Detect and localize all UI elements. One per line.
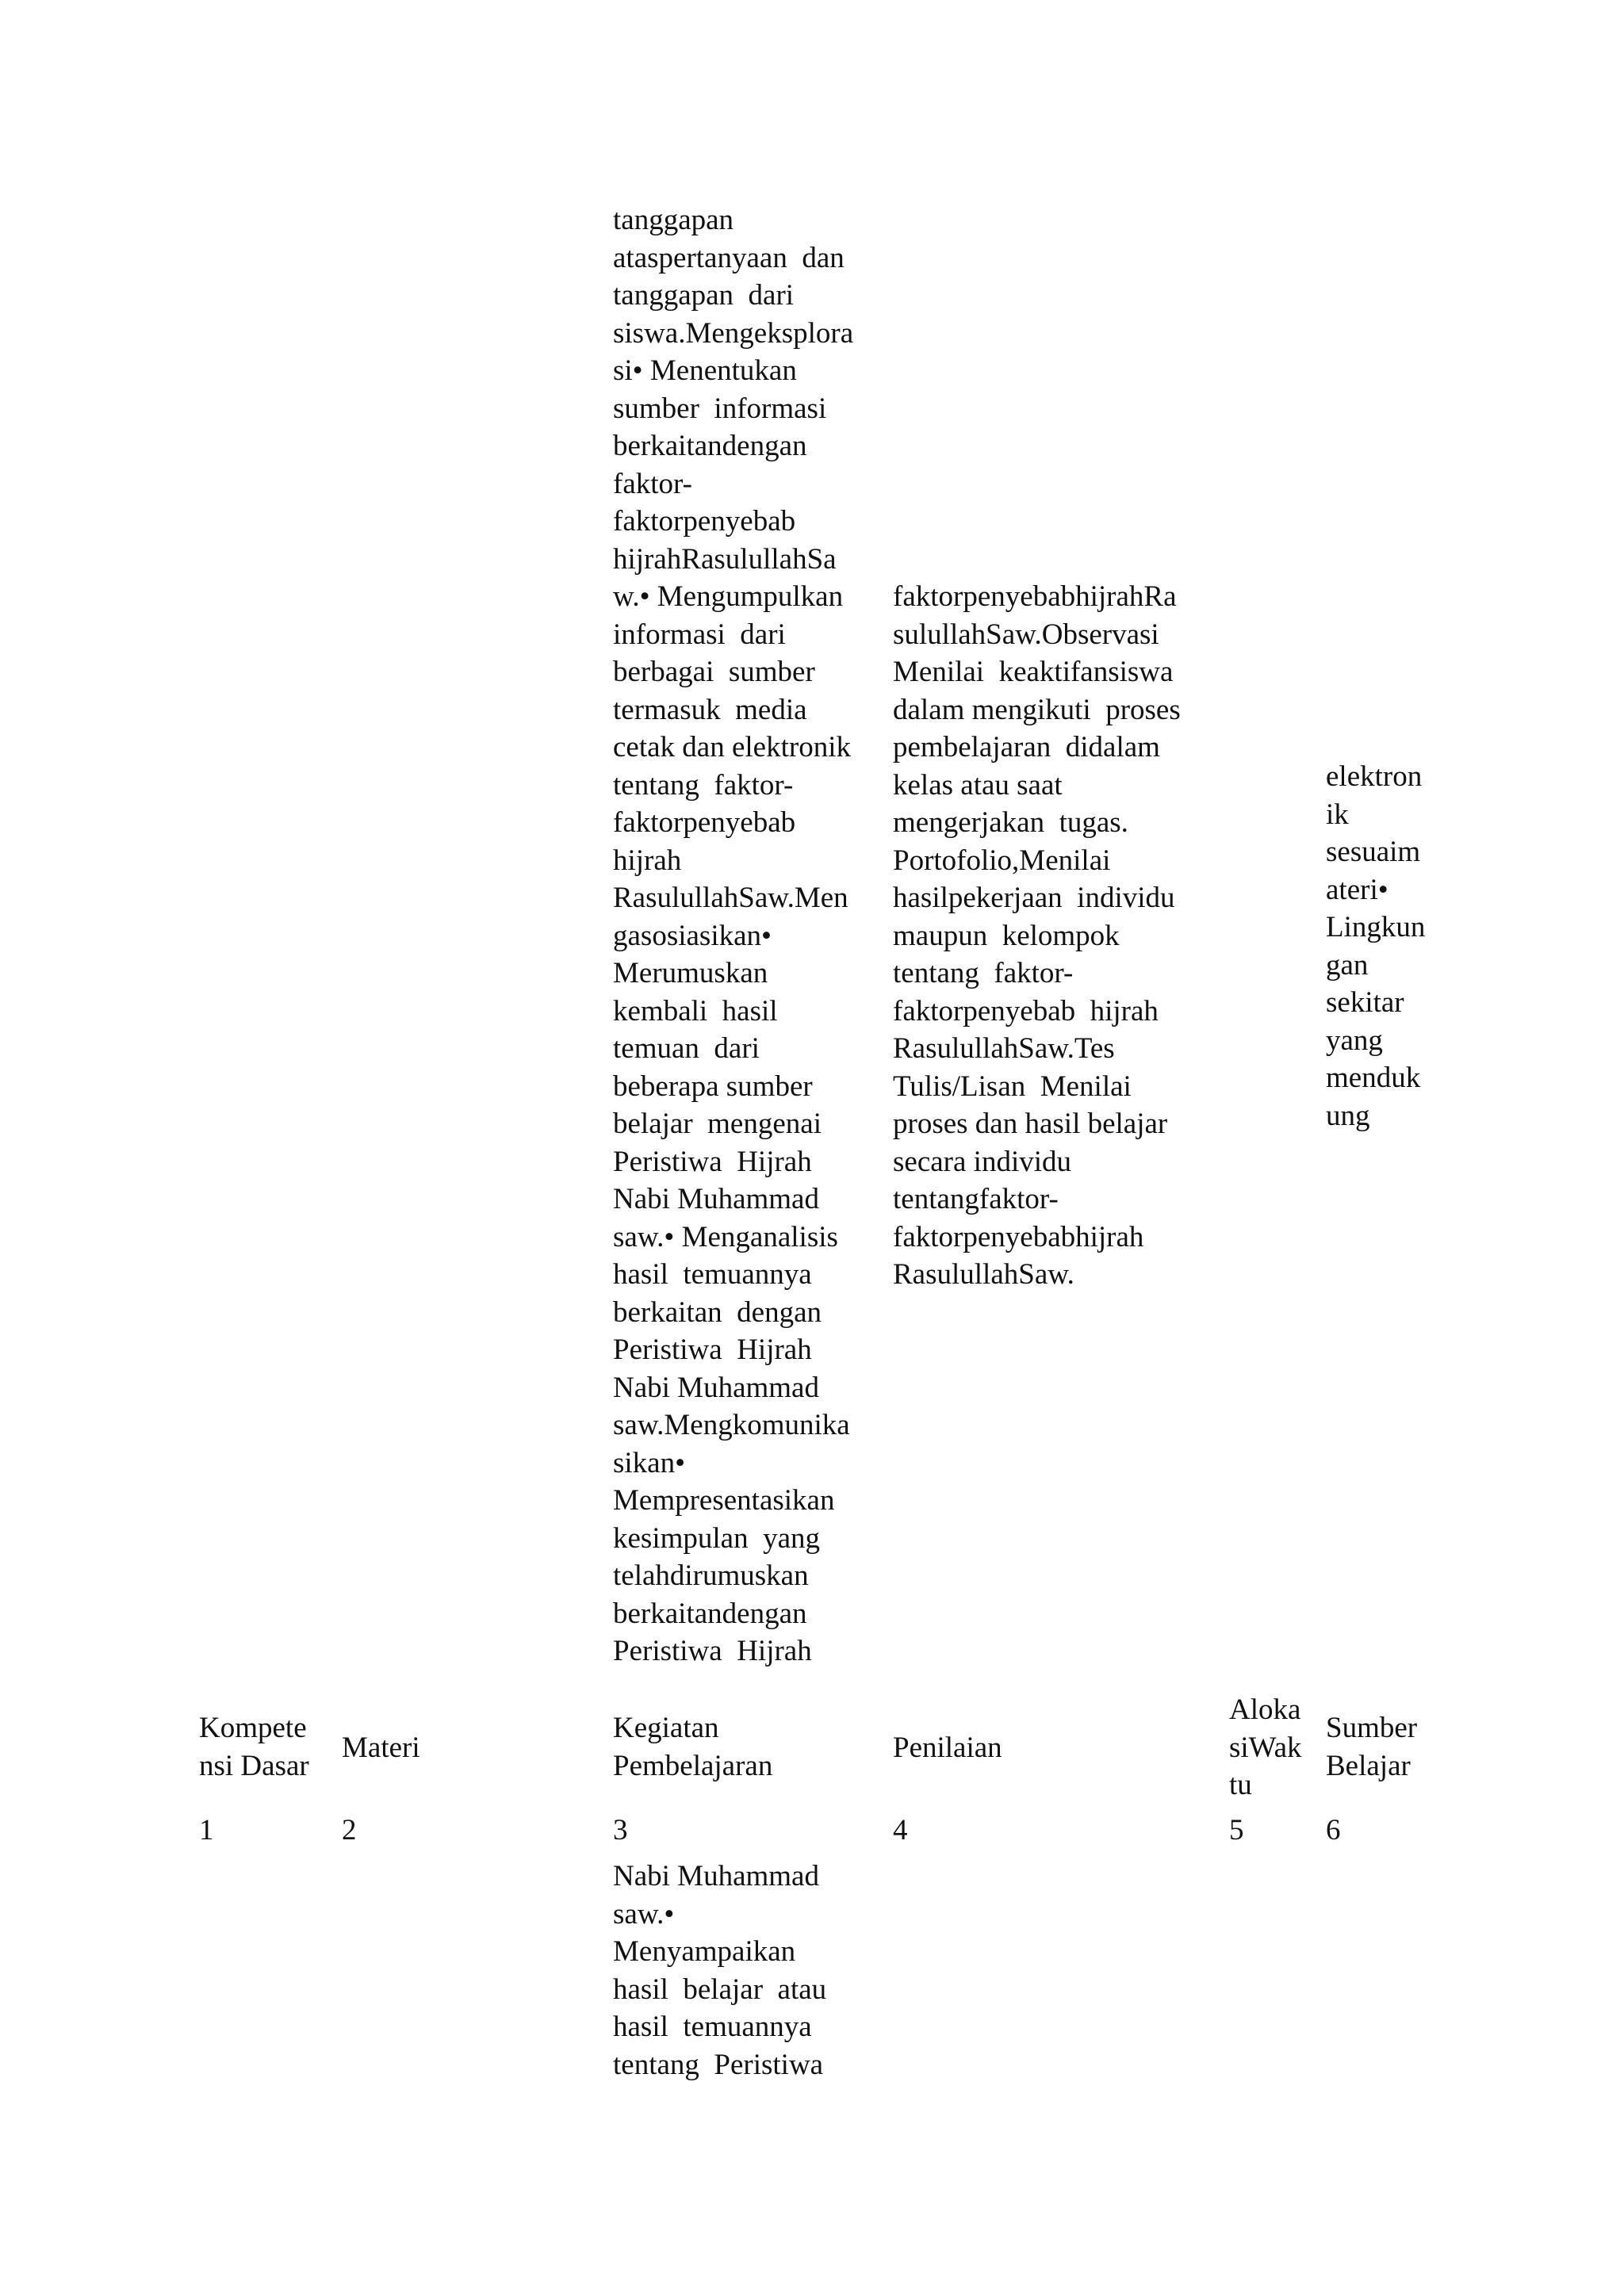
text-line: saw.• (613, 1897, 675, 1931)
text-line: Materi (342, 1732, 420, 1764)
text-line: faktorpenyebabhijrahRa (893, 580, 1177, 613)
text-line: nsi Dasar (199, 1749, 309, 1782)
text-line: temuan dari (613, 1032, 760, 1065)
text-line: Nabi Muhammad (613, 1860, 819, 1892)
text-line: hasil belajar atau (613, 1973, 827, 2006)
text-line: Merumuskan (613, 957, 768, 989)
text-line: faktor- (613, 467, 692, 500)
text-line: secara individu (893, 1145, 1071, 1178)
text-line: beberapa sumber (613, 1070, 813, 1103)
text-line: hasil temuannya (613, 2011, 812, 2043)
text-line: berkaitandengan (613, 430, 807, 462)
text-line: sesuaim (1326, 836, 1421, 868)
column-number-4: 4 (893, 1814, 908, 1846)
header-penilaian (893, 1729, 1002, 1767)
text-line: Menilai keaktifansiswa (893, 656, 1174, 688)
text-line: Kegiatan (613, 1712, 719, 1744)
text-line: saw.Mengkomunika (613, 1409, 850, 1441)
text-line: Mempresentasikan (613, 1484, 835, 1517)
text-line: Belajar (1326, 1749, 1411, 1782)
text-line: gan (1326, 948, 1369, 982)
text-line: termasuk media (613, 693, 807, 726)
text-line: Portofolio,Menilai (893, 844, 1111, 877)
header-alokasi-waktu (1229, 1691, 1302, 1804)
text-line: ataspertanyaan dan (613, 241, 845, 274)
text-line: sulullahSaw.Observasi (893, 618, 1159, 651)
text-line: belajar mengenai (613, 1108, 822, 1140)
text-line: Nabi Muhammad (613, 1183, 819, 1215)
column-number-2: 2 (342, 1814, 357, 1846)
text-line: hijrah (613, 844, 682, 877)
text-line: tentang Peristiwa (613, 2048, 824, 2081)
text-line: RasulullahSaw. (893, 1258, 1074, 1291)
text-line: Tulis/Lisan Menilai (893, 1070, 1132, 1103)
text-line: hasil temuannya (613, 1258, 812, 1291)
text-line: RasulullahSaw.Tes (893, 1032, 1115, 1065)
text-line: faktorpenyebabhijrah (893, 1220, 1144, 1253)
column-number-6: 6 (1326, 1814, 1341, 1846)
text-line: pembelajaran didalam (893, 731, 1160, 763)
text-line: tentang faktor- (893, 957, 1074, 989)
penilaian-continuation-top (893, 578, 1181, 1294)
text-line: tu (1229, 1769, 1252, 1801)
text-line: si• Menentukan (613, 354, 797, 387)
kegiatan-continuation-top (613, 201, 853, 1670)
text-line: kesimpulan yang (613, 1521, 821, 1555)
text-line: siswa.Mengeksplora (613, 316, 854, 350)
text-line: faktorpenyebab (613, 505, 796, 538)
header-sumber-belajar (1326, 1709, 1417, 1785)
text-line: Nabi Muhammad (613, 1371, 819, 1404)
header-kegiatan-pembelajaran (613, 1709, 772, 1785)
text-line: berkaitandengan (613, 1597, 807, 1630)
text-line: ung (1326, 1099, 1370, 1132)
text-line: sumber informasi (613, 392, 827, 425)
text-line: Menyampaikan (613, 1935, 796, 1968)
text-line: mengerjakan tugas. (893, 806, 1128, 839)
header-materi (342, 1729, 420, 1767)
text-line: sikan• (613, 1446, 686, 1479)
text-line: saw.• Menganalisis (613, 1220, 838, 1253)
text-line: Peristiwa Hijrah (613, 1334, 812, 1366)
text-line: maupun kelompok (893, 919, 1120, 952)
column-number-5: 5 (1229, 1814, 1244, 1846)
text-line: telahdirumuskan (613, 1559, 809, 1592)
text-line: berbagai sumber (613, 656, 815, 688)
text-line: Lingkun (1326, 911, 1426, 943)
text-line: Sumber (1326, 1712, 1418, 1744)
text-line: Kompete (199, 1712, 307, 1744)
text-line: faktorpenyebab (613, 806, 796, 839)
text-line: Pembelajaran (613, 1749, 773, 1782)
text-line: tanggapan dari (613, 279, 795, 312)
header-kompetensi-dasar (199, 1709, 309, 1785)
column-number-3: 3 (613, 1814, 628, 1846)
text-line: kelas atau saat (893, 768, 1063, 802)
text-line: proses dan hasil belajar (893, 1108, 1168, 1140)
text-line: RasulullahSaw.Men (613, 882, 848, 914)
text-line: dalam mengikuti proses (893, 693, 1181, 726)
text-line: elektron (1326, 760, 1423, 793)
text-line: berkaitan dengan (613, 1295, 822, 1329)
text-line: ik (1326, 798, 1349, 831)
text-line: ateri• (1326, 873, 1388, 906)
text-line: yang (1326, 1024, 1383, 1057)
text-line: tentangfaktor- (893, 1183, 1059, 1215)
text-line: menduk (1326, 1062, 1421, 1094)
text-line: tanggapan (613, 204, 734, 236)
text-line: kembali hasil (613, 994, 778, 1027)
column-number-1: 1 (199, 1814, 214, 1846)
text-line: w.• Mengumpulkan (613, 580, 844, 613)
text-line: faktorpenyebab hijrah (893, 994, 1159, 1027)
sumber-continuation-top (1326, 758, 1425, 1135)
kegiatan-continuation-bottom (613, 1858, 826, 2084)
text-line: hijrahRasulullahSa (613, 542, 837, 576)
text-line: hasilpekerjaan individu (893, 882, 1175, 914)
text-line: tentang faktor- (613, 768, 794, 802)
text-line: sekitar (1326, 986, 1404, 1019)
text-line: siWak (1229, 1731, 1302, 1764)
text-line: gasosiasikan• (613, 919, 772, 952)
text-line: informasi dari (613, 618, 786, 651)
text-line: Aloka (1229, 1693, 1301, 1726)
text-line: Peristiwa Hijrah (613, 1635, 812, 1667)
text-line: Penilaian (893, 1732, 1002, 1764)
text-line: Peristiwa Hijrah (613, 1145, 812, 1178)
text-line: cetak dan elektronik (613, 731, 851, 763)
